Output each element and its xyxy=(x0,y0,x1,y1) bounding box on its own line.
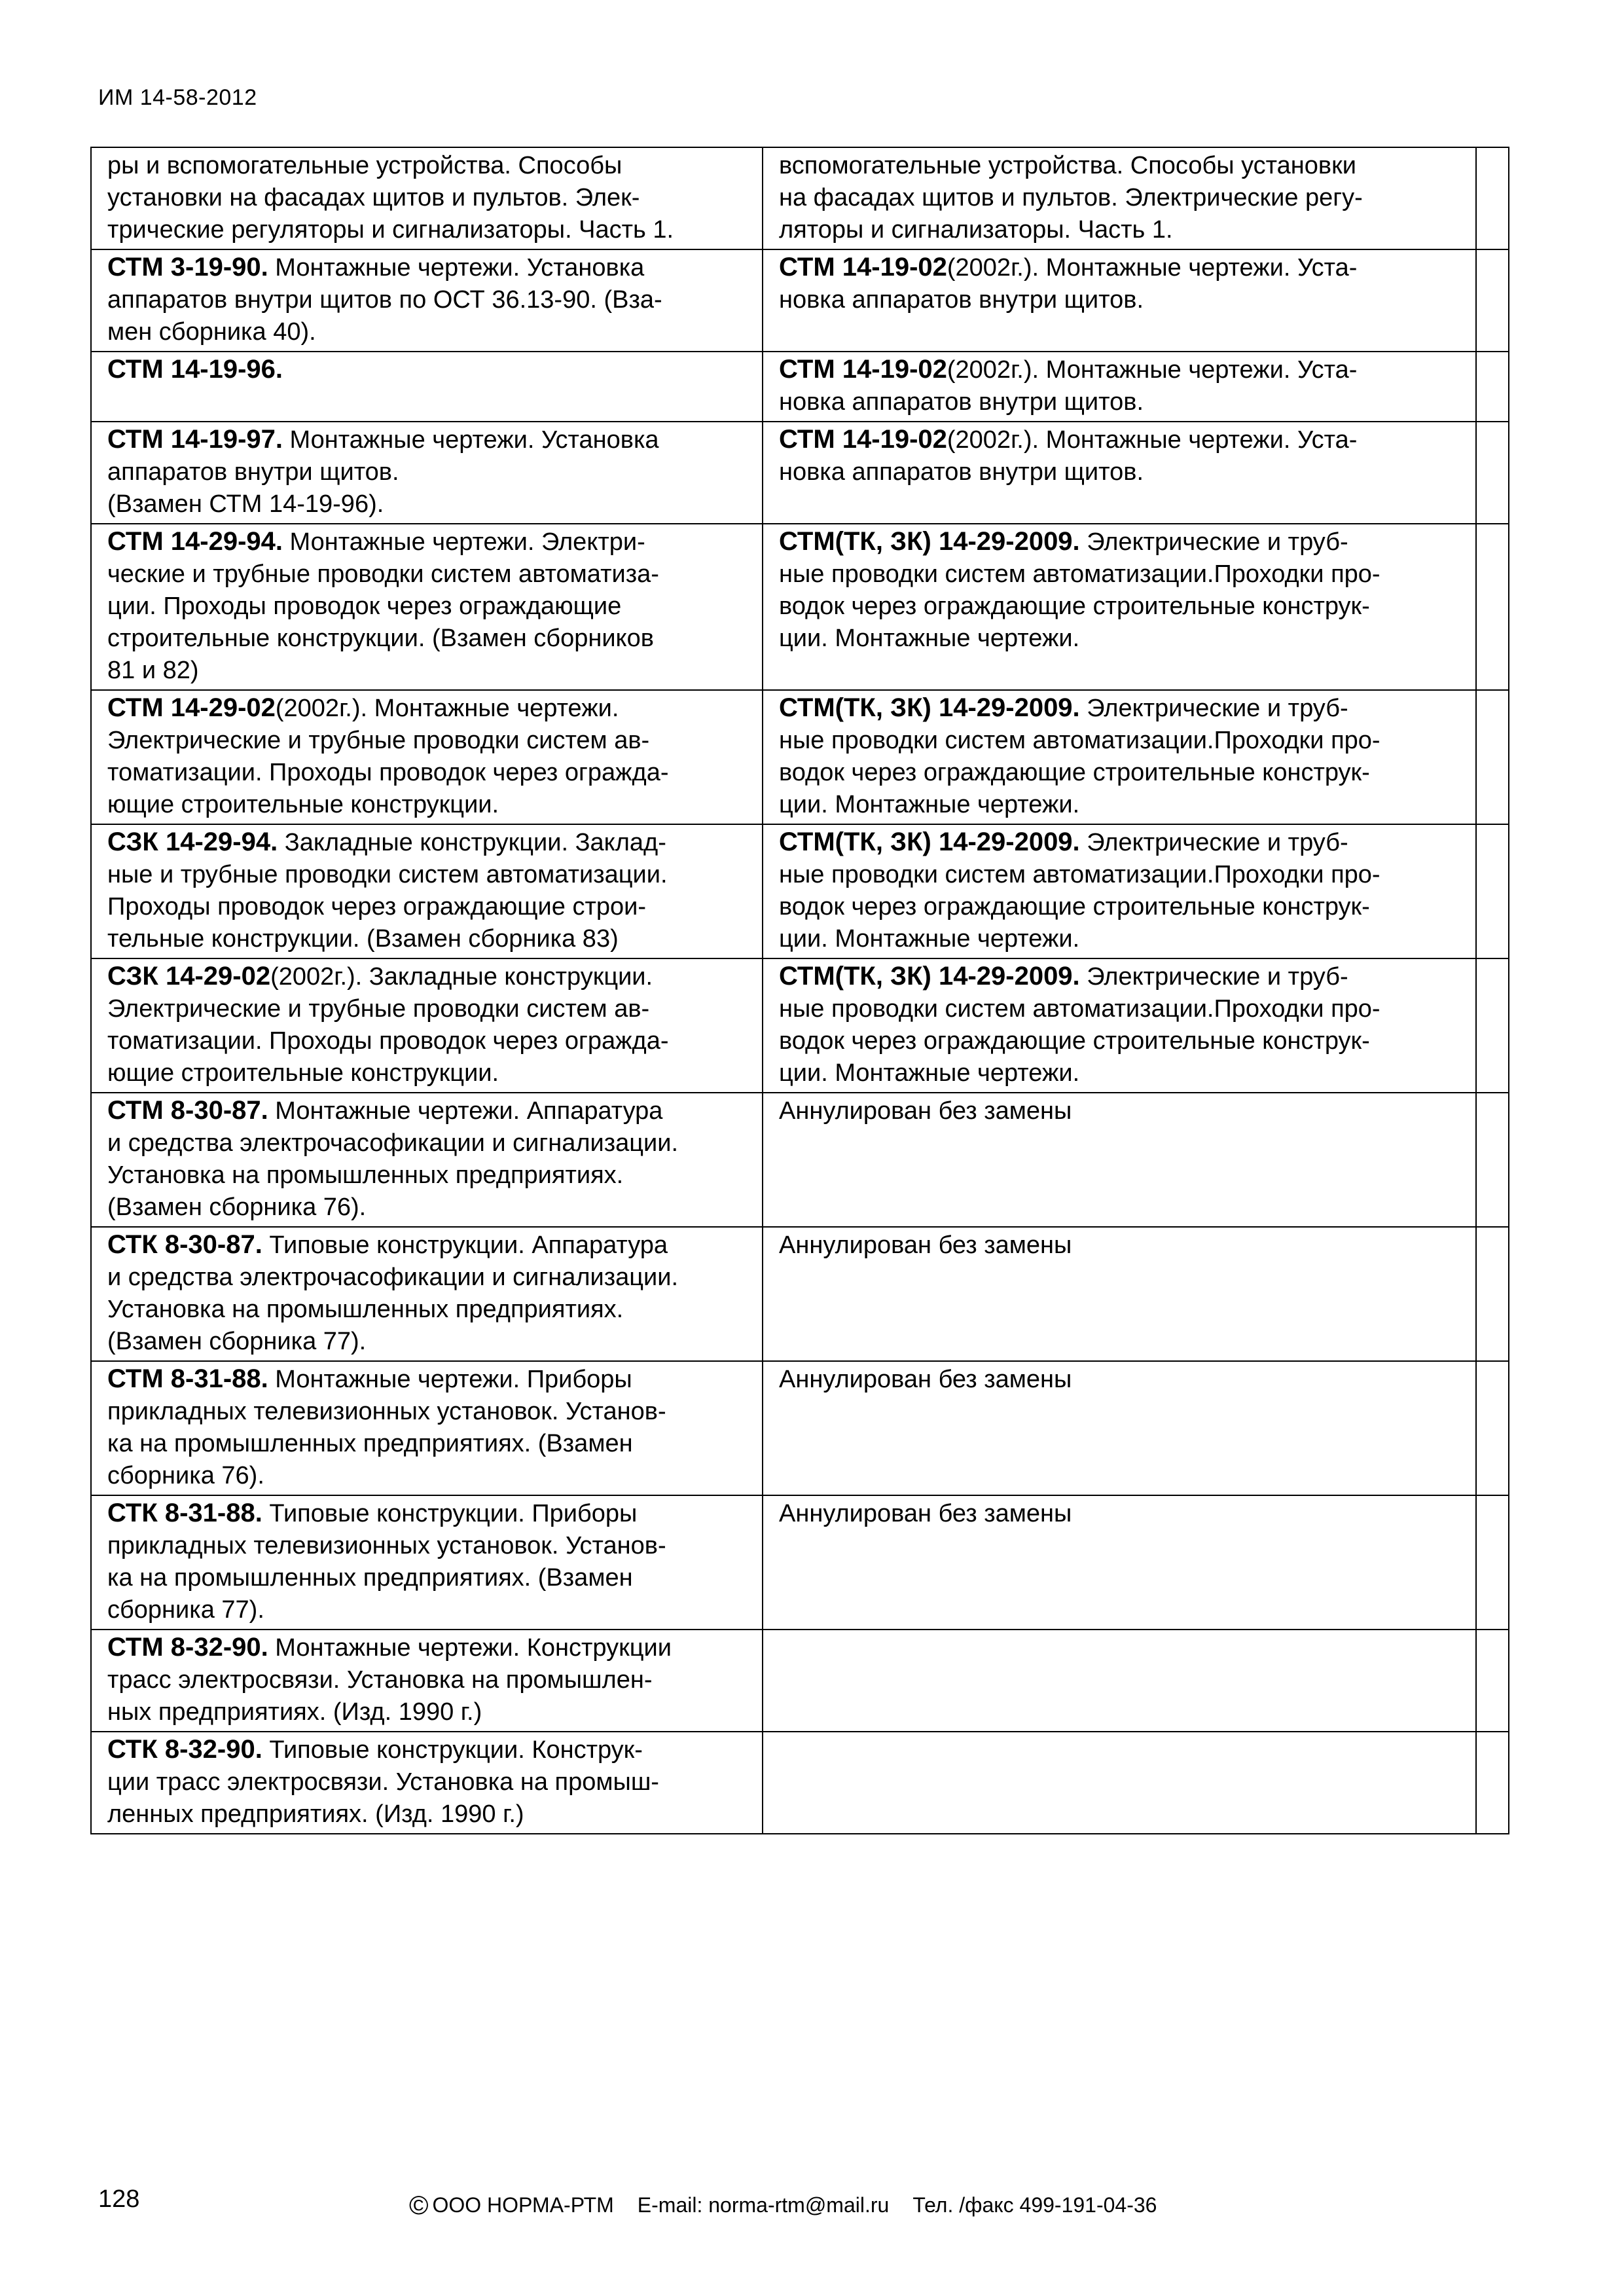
old-standard-cell xyxy=(91,1361,763,1495)
mark-cell xyxy=(1476,824,1509,958)
new-standard-description: Аннулирован без замены xyxy=(779,1500,1072,1527)
new-standard-cell xyxy=(763,690,1476,824)
new-standard-description: вспомогательные устройства. Способы установки на фасадах щитов и пультов. Электрические регу- ляторы и сигнализаторы. Часть 1. xyxy=(779,152,1363,244)
old-standard-code: СТМ 8-32-90. xyxy=(107,1633,268,1662)
old-standard-cell xyxy=(91,422,763,524)
new-standard-code: СТМ(ТК, ЗК) 14-29-2009. xyxy=(779,962,1080,991)
old-standard-cell xyxy=(91,147,763,249)
old-standard-cell xyxy=(91,1495,763,1630)
old-standard-cell xyxy=(91,352,763,422)
old-standard-code: СТК 8-30-87. xyxy=(107,1230,262,1259)
new-standard-cell xyxy=(763,1093,1476,1227)
old-standard-cell xyxy=(91,524,763,690)
old-standard-description: ры и вспомогательные устройства. Способы установки на фасадах щитов и пультов. Элек- трические регуляторы и сигнализаторы. Часть 1. xyxy=(107,152,674,244)
old-standard-description: Монтажные чертежи. Приборы прикладных телевизионных установок. Установ- ка на промышленных предприятиях. (Взамен сборника 76). xyxy=(107,1366,666,1489)
old-standard-description: Монтажные чертежи. Аппаратура и средства электрочасофикации и сигнализации. Установка на промышленных предприятиях. (Взамен сборника 76). xyxy=(107,1097,679,1221)
old-standard-code: СТМ 8-31-88. xyxy=(107,1364,268,1393)
old-standard-cell xyxy=(91,958,763,1093)
new-standard-cell xyxy=(763,1227,1476,1361)
new-standard-description: (2002г.). Монтажные чертежи. Уста- новка аппаратов внутри щитов. xyxy=(779,356,1358,416)
new-standard-cell xyxy=(763,422,1476,524)
new-standard-description: Электрические и труб- ные проводки систем автоматизации.Проходки про- водок через ограждающие строительные конструк- ции. Монтажные чертежи. xyxy=(779,695,1380,818)
new-standard-code: СТМ 14-19-02 xyxy=(779,425,947,454)
old-standard-code: СТМ 14-29-94. xyxy=(107,527,283,556)
table-row xyxy=(91,1093,1509,1227)
table-row xyxy=(91,1630,1509,1732)
new-standard-description: Электрические и труб- ные проводки систем автоматизации.Проходки про- водок через ограждающие строительные конструк- ции. Монтажные чертежи. xyxy=(779,963,1380,1087)
old-standard-code: СТМ 8-30-87. xyxy=(107,1096,268,1125)
mark-cell xyxy=(1476,1630,1509,1732)
new-standard-cell xyxy=(763,524,1476,690)
table-row xyxy=(91,958,1509,1093)
old-standard-code: СТМ 14-19-96. xyxy=(107,355,283,384)
mark-cell xyxy=(1476,147,1509,249)
new-standard-code: СТМ 14-19-02 xyxy=(779,355,947,384)
old-standard-description: Закладные конструкции. Заклад- ные и трубные проводки систем автоматизации. Проходы проводок через ограждающие строи- тельные конструкции. (Взамен сборника 83) xyxy=(107,829,668,953)
new-standard-cell xyxy=(763,249,1476,352)
new-standard-description: Электрические и труб- ные проводки систем автоматизации.Проходки про- водок через ограждающие строительные конструк- ции. Монтажные чертежи. xyxy=(779,829,1380,953)
footer-phone: Тел. /факс 499-191-04-36 xyxy=(912,2193,1157,2217)
table-row xyxy=(91,690,1509,824)
new-standard-cell xyxy=(763,824,1476,958)
mark-cell xyxy=(1476,524,1509,690)
new-standard-description: (2002г.). Монтажные чертежи. Уста- новка аппаратов внутри щитов. xyxy=(779,426,1358,486)
old-standard-description: Типовые конструкции. Конструк- ции трасс электросвязи. Установка на промыш- ленных предприятиях. (Изд. 1990 г.) xyxy=(107,1736,659,1828)
new-standard-description: (2002г.). Монтажные чертежи. Уста- новка аппаратов внутри щитов. xyxy=(779,254,1358,314)
mark-cell xyxy=(1476,958,1509,1093)
old-standard-description: Монтажные чертежи. Электри- ческие и трубные проводки систем автоматиза- ции. Проходы проводок через ограждающие строительные конструкции. (Взамен сборников 81 и 82) xyxy=(107,528,659,684)
mark-cell xyxy=(1476,690,1509,824)
old-standard-description: Типовые конструкции. Приборы прикладных телевизионных установок. Установ- ка на промышленных предприятиях. (Взамен сборника 77). xyxy=(107,1500,666,1624)
old-standard-description: (2002г.). Закладные конструкции. Электрические и трубные проводки систем ав- томатизации. Проходы проводок через огражда- ющие строительные конструкции. xyxy=(107,963,669,1087)
old-standard-description: Монтажные чертежи. Установка аппаратов внутри щитов по ОСТ 36.13-90. (Вза- мен сборника 40). xyxy=(107,254,662,346)
old-standard-code: СТМ 14-19-97. xyxy=(107,425,283,454)
new-standard-description: Электрические и труб- ные проводки систем автоматизации.Проходки про- водок через ограждающие строительные конструк- ции. Монтажные чертежи. xyxy=(779,528,1380,652)
old-standard-code: СТК 8-32-90. xyxy=(107,1735,262,1764)
new-standard-cell xyxy=(763,1495,1476,1630)
table-row xyxy=(91,1361,1509,1495)
new-standard-description: Аннулирован без замены xyxy=(779,1366,1072,1393)
new-standard-cell xyxy=(763,1732,1476,1834)
mark-cell xyxy=(1476,249,1509,352)
old-standard-description: Типовые конструкции. Аппаратура и средства электрочасофикации и сигнализации. Установка на промышленных предприятиях. (Взамен сборника 77). xyxy=(107,1231,679,1355)
new-standard-cell xyxy=(763,147,1476,249)
new-standard-code: СТМ(ТК, ЗК) 14-29-2009. xyxy=(779,527,1080,556)
old-standard-cell xyxy=(91,1227,763,1361)
mark-cell xyxy=(1476,1495,1509,1630)
standards-table xyxy=(90,147,1509,1834)
copyright-icon: © xyxy=(409,2191,429,2220)
old-standard-cell xyxy=(91,1732,763,1834)
new-standard-description: Аннулирован без замены xyxy=(779,1097,1072,1125)
new-standard-cell xyxy=(763,352,1476,422)
page-number: 128 xyxy=(98,2185,140,2213)
old-standard-cell xyxy=(91,824,763,958)
new-standard-cell xyxy=(763,1361,1476,1495)
old-standard-cell xyxy=(91,1093,763,1227)
table-row xyxy=(91,1227,1509,1361)
table-row xyxy=(91,422,1509,524)
mark-cell xyxy=(1476,1093,1509,1227)
table-row xyxy=(91,249,1509,352)
table-row xyxy=(91,1732,1509,1834)
old-standard-cell xyxy=(91,1630,763,1732)
table-row xyxy=(91,824,1509,958)
new-standard-cell xyxy=(763,1630,1476,1732)
document-code: ИМ 14-58-2012 xyxy=(98,85,257,110)
old-standard-cell xyxy=(91,690,763,824)
new-standard-description: Аннулирован без замены xyxy=(779,1231,1072,1259)
mark-cell xyxy=(1476,1732,1509,1834)
footer-info xyxy=(409,2189,1157,2219)
mark-cell xyxy=(1476,1361,1509,1495)
new-standard-code: СТМ(ТК, ЗК) 14-29-2009. xyxy=(779,828,1080,856)
table-row xyxy=(91,524,1509,690)
table-row xyxy=(91,352,1509,422)
mark-cell xyxy=(1476,422,1509,524)
new-standard-code: СТМ 14-19-02 xyxy=(779,253,947,282)
old-standard-description: (2002г.). Монтажные чертежи. Электрические и трубные проводки систем ав- томатизации. Проходы проводок через огражда- ющие строительные конструкции. xyxy=(107,695,669,818)
old-standard-code: СЗК 14-29-02 xyxy=(107,962,271,991)
old-standard-description: Монтажные чертежи. Установка аппаратов внутри щитов. (Взамен СТМ 14-19-96). xyxy=(107,426,659,518)
table-row xyxy=(91,147,1509,249)
mark-cell xyxy=(1476,1227,1509,1361)
old-standard-code: СТМ 14-29-02 xyxy=(107,693,276,722)
old-standard-code: СТК 8-31-88. xyxy=(107,1499,262,1527)
old-standard-cell xyxy=(91,249,763,352)
new-standard-cell xyxy=(763,958,1476,1093)
table-row xyxy=(91,1495,1509,1630)
mark-cell xyxy=(1476,352,1509,422)
old-standard-code: СТМ 3-19-90. xyxy=(107,253,268,282)
footer-email: E-mail: norma-rtm@mail.ru xyxy=(637,2193,890,2217)
old-standard-description: Монтажные чертежи. Конструкции трасс электросвязи. Установка на промышлен- ных предприятиях. (Изд. 1990 г.) xyxy=(107,1634,672,1726)
company-name: ООО НОРМА-РТМ xyxy=(432,2193,614,2217)
new-standard-code: СТМ(ТК, ЗК) 14-29-2009. xyxy=(779,693,1080,722)
old-standard-code: СЗК 14-29-94. xyxy=(107,828,278,856)
